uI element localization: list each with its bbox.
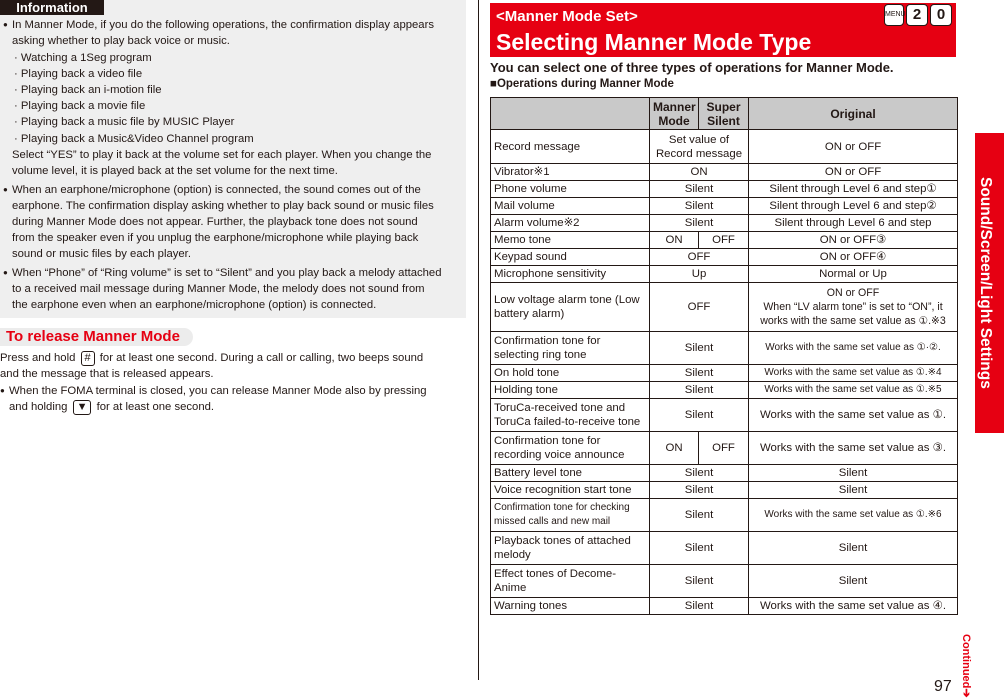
release-text: for at least one second. During a call or calling, two beeps sound bbox=[99, 352, 424, 364]
table-row bbox=[491, 266, 958, 283]
key-2-icon: 2 bbox=[906, 4, 928, 26]
page-number: 97 bbox=[934, 678, 952, 695]
table-cell: OFF bbox=[699, 432, 749, 465]
table-row bbox=[491, 130, 958, 164]
table-cell: Works with the same set value as ④. bbox=[749, 598, 958, 615]
table-cell: Confirmation tone for selecting ring tone bbox=[491, 332, 650, 365]
info-subitem: · Playing back a Music&Video Channel program bbox=[14, 133, 254, 145]
table-cell: Up bbox=[650, 266, 749, 283]
table-cell: Normal or Up bbox=[749, 266, 958, 283]
table-cell: Works with the same set value as ①·②. bbox=[749, 332, 958, 365]
release-paragraph bbox=[0, 350, 470, 382]
table-row bbox=[491, 399, 958, 432]
table-cell: Silent bbox=[650, 181, 749, 198]
info-bullet-2-line: sound or music files by each player. bbox=[12, 248, 191, 260]
section-title: Selecting Manner Mode Type bbox=[496, 29, 812, 55]
table-cell: Record message bbox=[491, 130, 650, 164]
table-cell: Effect tones of Decome-Anime bbox=[491, 565, 650, 598]
table-cell: Silent bbox=[650, 465, 749, 482]
info-bullet-3-line: ● When “Phone” of “Ring volume” is set to “Silent” and you play back a melody attached bbox=[12, 265, 464, 281]
table-cell: Holding tone bbox=[491, 382, 650, 399]
table-cell: ON bbox=[650, 164, 749, 181]
table-cell: Works with the same set value as ①. bbox=[749, 399, 958, 432]
table-cell: Set value of Record message bbox=[650, 130, 749, 164]
table-cell: ON or OFF bbox=[749, 164, 958, 181]
table-cell: OFF bbox=[650, 283, 749, 332]
table-cell: Works with the same set value as ③. bbox=[749, 432, 958, 465]
table-cell: Silent bbox=[650, 499, 749, 532]
table-cell: Silent bbox=[650, 532, 749, 565]
menu-key-sequence bbox=[884, 4, 952, 26]
header-manner-mode: Manner Mode bbox=[650, 98, 699, 130]
table-row bbox=[491, 215, 958, 232]
table-cell: Keypad sound bbox=[491, 249, 650, 266]
manner-mode-table bbox=[490, 97, 958, 615]
info-bullet-2-line: from the speaker even if you unplug the earphone/microphone while playing back bbox=[12, 232, 419, 244]
table-cell: Silent bbox=[650, 365, 749, 382]
table-row bbox=[491, 365, 958, 382]
column-divider bbox=[478, 0, 479, 680]
table-cell: Works with the same set value as ①.※5 bbox=[749, 382, 958, 399]
table-cell: Vibrator※1 bbox=[491, 164, 650, 181]
table-row bbox=[491, 181, 958, 198]
release-text: When the FOMA terminal is closed, you can release Manner Mode also by pressing bbox=[9, 385, 427, 397]
table-cell: Silent bbox=[650, 399, 749, 432]
table-cell: Confirmation tone for recording voice announce bbox=[491, 432, 650, 465]
table-cell: ON bbox=[650, 432, 699, 465]
header-item bbox=[491, 98, 650, 130]
table-cell: Playback tones of attached melody bbox=[491, 532, 650, 565]
info-subitem: · Playing back a music file by MUSIC Player bbox=[14, 116, 235, 128]
table-row bbox=[491, 164, 958, 181]
operations-title: ■Operations during Manner Mode bbox=[490, 78, 674, 90]
continued-text: Continued bbox=[960, 634, 972, 689]
table-cell: Silent bbox=[650, 598, 749, 615]
intro-text: You can select one of three types of operations for Manner Mode. bbox=[490, 60, 894, 75]
table-cell bbox=[749, 283, 958, 332]
table-row bbox=[491, 382, 958, 399]
info-bullet-3-line: to a received mail message during Manner Mode, the melody does not sound from bbox=[12, 283, 425, 295]
table-cell: OFF bbox=[650, 249, 749, 266]
table-cell: Silent through Level 6 and step① bbox=[749, 181, 958, 198]
table-cell: Silent bbox=[749, 482, 958, 499]
table-cell: Silent bbox=[650, 482, 749, 499]
arrow-right-icon: ➔ bbox=[960, 688, 972, 698]
cell-line: When “LV alarm tone” is set to “ON”, it works with the same set value as ①.※3 bbox=[760, 301, 946, 327]
table-cell: ON or OFF bbox=[749, 130, 958, 164]
table-cell: ON or OFF④ bbox=[749, 249, 958, 266]
info-bullet-1-tail-1: Select “YES” to play it back at the volume set for each player. When you change the bbox=[12, 149, 432, 161]
table-cell: ToruCa-received tone and ToruCa failed-to-receive tone bbox=[491, 399, 650, 432]
info-subitem: · Playing back an i-motion file bbox=[14, 84, 162, 96]
table-cell: Silent through Level 6 and step② bbox=[749, 198, 958, 215]
table-cell: Alarm volume※2 bbox=[491, 215, 650, 232]
table-cell: ON or OFF③ bbox=[749, 232, 958, 249]
header-original: Original bbox=[749, 98, 958, 130]
table-cell: Silent bbox=[749, 532, 958, 565]
table-cell: Silent bbox=[749, 465, 958, 482]
table-row bbox=[491, 249, 958, 266]
table-cell: Works with the same set value as ①.※6 bbox=[749, 499, 958, 532]
table-row bbox=[491, 598, 958, 615]
table-cell: Silent bbox=[650, 565, 749, 598]
table-cell: Voice recognition start tone bbox=[491, 482, 650, 499]
key-0-icon: 0 bbox=[930, 4, 952, 26]
table-cell: OFF bbox=[699, 232, 749, 249]
continued-label bbox=[960, 634, 973, 698]
table-row bbox=[491, 482, 958, 499]
bullet-icon: ● bbox=[0, 386, 5, 395]
info-bullet-1-tail-2: volume level, it is played back at the set volume for the next time. bbox=[12, 165, 338, 177]
table-row bbox=[491, 499, 958, 532]
info-subitem: · Playing back a video file bbox=[14, 68, 143, 80]
table-cell: Phone volume bbox=[491, 181, 650, 198]
release-bullet bbox=[0, 383, 471, 415]
table-cell: Silent through Level 6 and step bbox=[749, 215, 958, 232]
table-cell: Silent bbox=[650, 332, 749, 365]
info-bullet-3-line: the earphone even when an earphone/microphone (option) is connected. bbox=[12, 299, 377, 311]
table-row bbox=[491, 232, 958, 249]
table-cell: Confirmation tone for checking missed calls and new mail bbox=[491, 499, 650, 532]
hash-key-icon: # bbox=[81, 351, 95, 366]
table-row bbox=[491, 465, 958, 482]
table-row bbox=[491, 432, 958, 465]
table-row bbox=[491, 198, 958, 215]
table-row bbox=[491, 283, 958, 332]
info-subitem: · Playing back a movie file bbox=[14, 100, 146, 112]
table-row bbox=[491, 565, 958, 598]
section-subtitle: <Manner Mode Set> bbox=[496, 8, 638, 25]
chapter-side-label: Sound/Screen/Light Settings bbox=[977, 177, 994, 389]
info-subitem: · Watching a 1Seg program bbox=[14, 52, 152, 64]
table-cell: Low voltage alarm tone (Low battery alarm) bbox=[491, 283, 650, 332]
table-cell: On hold tone bbox=[491, 365, 650, 382]
table-header-row bbox=[491, 98, 958, 130]
information-tab: Information bbox=[0, 0, 104, 15]
table-cell: Silent bbox=[749, 565, 958, 598]
info-bullet-2-line: earphone. The confirmation display asking whether to play back sound or music files bbox=[12, 200, 434, 212]
release-text: and holding bbox=[9, 401, 68, 414]
header-super-silent: Super Silent bbox=[699, 98, 749, 130]
table-cell: Mail volume bbox=[491, 198, 650, 215]
table-cell: Works with the same set value as ①.※4 bbox=[749, 365, 958, 382]
cell-line: ON or OFF bbox=[826, 287, 880, 299]
table-row bbox=[491, 332, 958, 365]
release-text: Press and hold bbox=[0, 352, 76, 364]
table-row bbox=[491, 532, 958, 565]
menu-key-icon: MENU bbox=[884, 4, 904, 26]
table-cell: Memo tone bbox=[491, 232, 650, 249]
table-cell: Silent bbox=[650, 198, 749, 215]
table-cell: Microphone sensitivity bbox=[491, 266, 650, 283]
table-cell: Battery level tone bbox=[491, 465, 650, 482]
table-cell: Silent bbox=[650, 382, 749, 399]
info-bullet-2-line: during Manner Mode does not appear. Further, the playback tone does not sound bbox=[12, 216, 418, 228]
release-text: and the message that is released appears. bbox=[0, 368, 214, 381]
down-key-icon: ▼ bbox=[73, 400, 92, 415]
info-bullet-2-line: ● When an earphone/microphone (option) is connected, the sound comes out of the bbox=[12, 182, 464, 198]
info-bullet-1-line-1: ● In Manner Mode, if you do the following operations, the confirmation display appears bbox=[12, 17, 464, 33]
info-bullet-1-line-2: asking whether to play back voice or music. bbox=[12, 35, 230, 47]
table-cell: ON bbox=[650, 232, 699, 249]
table-cell: Warning tones bbox=[491, 598, 650, 615]
release-heading: To release Manner Mode bbox=[0, 328, 193, 346]
table-cell: Silent bbox=[650, 215, 749, 232]
release-text: for at least one second. bbox=[96, 401, 215, 414]
